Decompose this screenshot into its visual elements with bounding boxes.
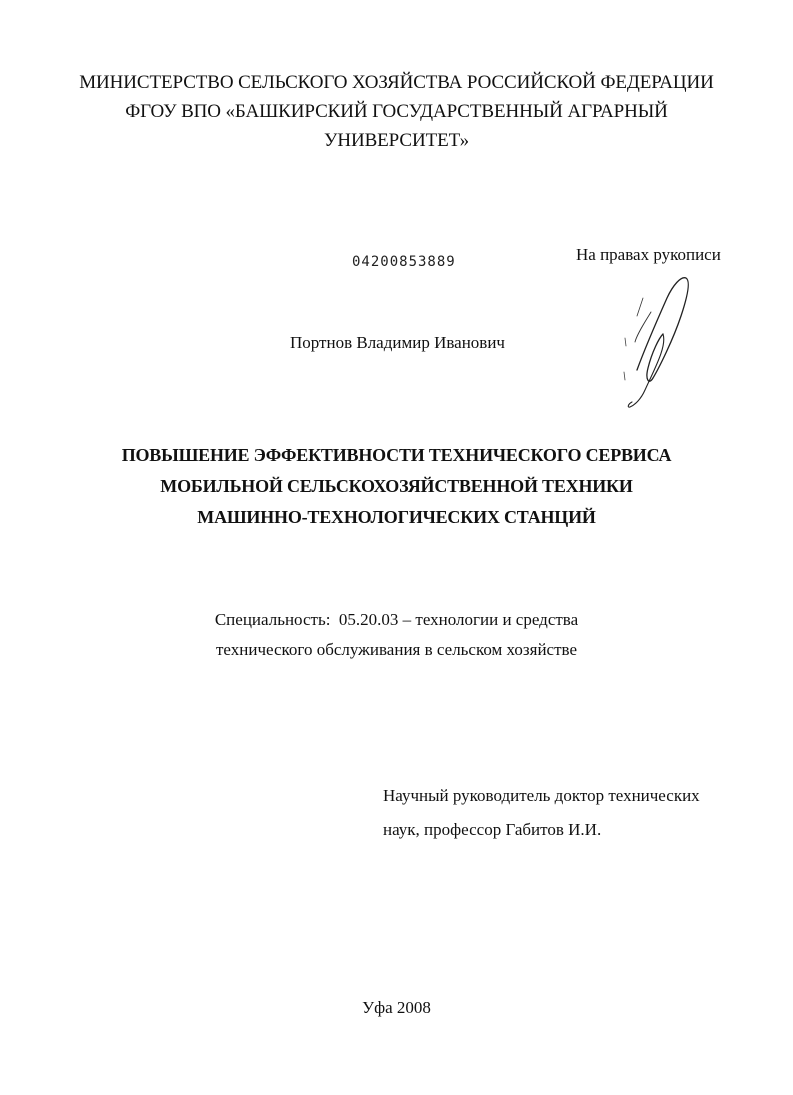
- supervisor-line-2: наук, профессор Габитов И.И.: [383, 820, 602, 839]
- specialty-line-1: Специальность: 05.20.03 – технологии и средства: [214, 610, 579, 629]
- rights-notice: На правах рукописи: [576, 245, 721, 264]
- title-line-1: ПОВЫШЕНИЕ ЭФФЕКТИВНОСТИ ТЕХНИЧЕСКОГО СЕРВИСА: [121, 445, 672, 465]
- header-line-2: ФГОУ ВПО «БАШКИРСКИЙ ГОСУДАРСТВЕННЫЙ АГРАРНЫЙ: [125, 101, 668, 122]
- serial-number: 04200853889: [352, 254, 456, 270]
- specialty-line-2: технического обслуживания в сельском хозяйстве: [216, 640, 577, 659]
- header-line-3: УНИВЕРСИТЕТ»: [324, 130, 469, 151]
- supervisor-line-1: Научный руководитель доктор технических: [383, 786, 700, 805]
- title-line-2: МОБИЛЬНОЙ СЕЛЬСКОХОЗЯЙСТВЕННОЙ ТЕХНИКИ: [160, 476, 633, 496]
- header-line-1: МИНИСТЕРСТВО СЕЛЬСКОГО ХОЗЯЙСТВА РОССИЙСКОЙ ФЕДЕРАЦИИ: [79, 72, 714, 93]
- author-name: Портнов Владимир Иванович: [290, 333, 505, 352]
- thesis-title: [0, 440, 793, 533]
- handwritten-signature: [615, 268, 705, 413]
- ministry-header: [0, 68, 793, 155]
- city-year: Уфа 2008: [362, 998, 431, 1017]
- supervisor-block: [383, 779, 700, 847]
- title-line-3: МАШИННО-ТЕХНОЛОГИЧЕСКИХ СТАНЦИЙ: [197, 507, 596, 527]
- specialty-block: [0, 605, 793, 665]
